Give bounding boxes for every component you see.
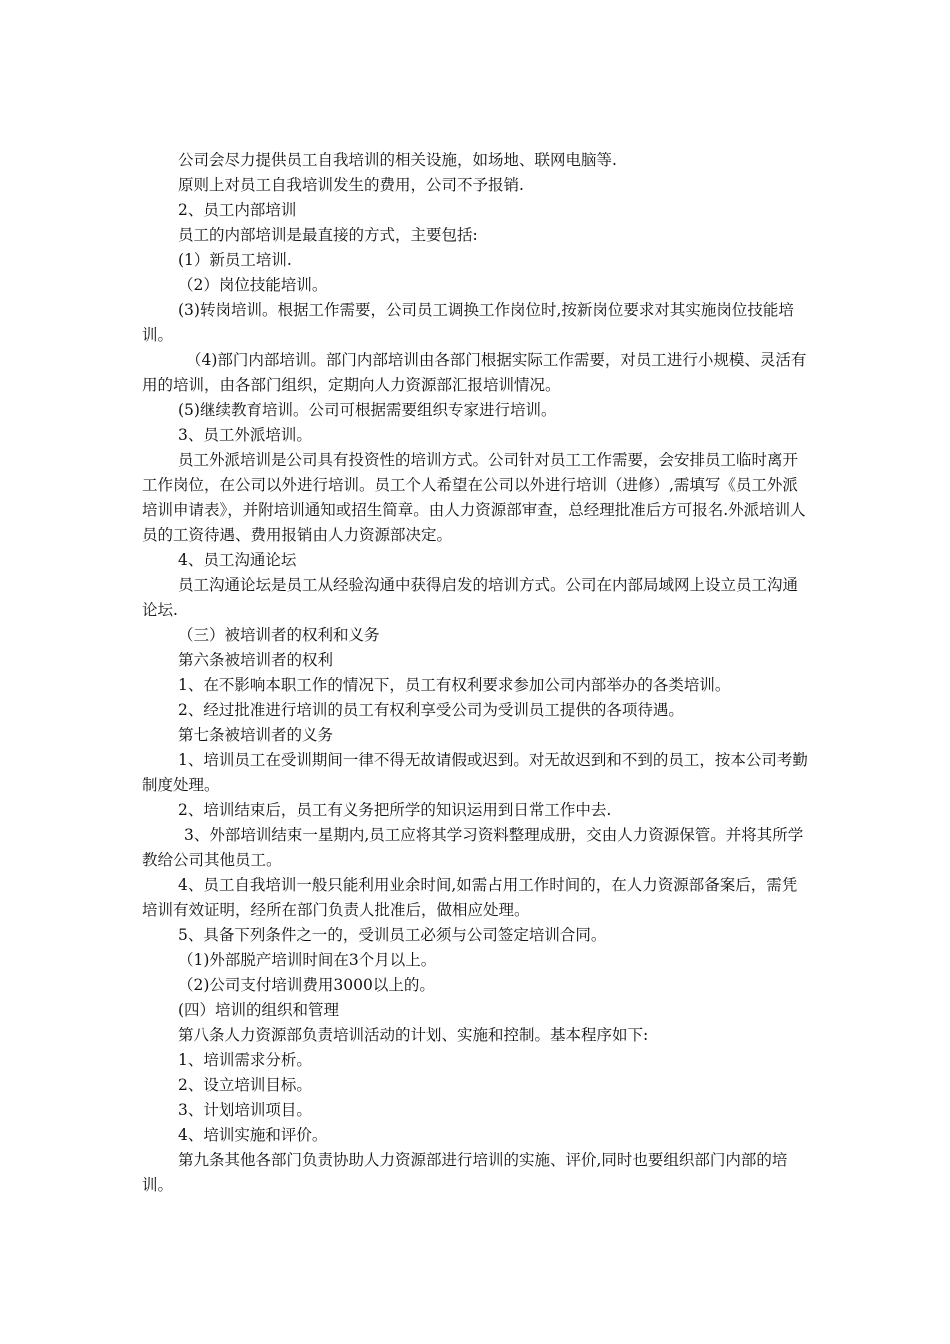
article-heading: 第七条被培训者的义务 [178,726,334,744]
list-item: 4、员工自我培训一般只能利用业余时间,如需占用工作时间的，在人力资源部备案后，需凭培训有效证明，经所在部门负责人批准后，做相应处理。 [142,876,798,919]
list-item: （4)部门内部培训。部门内部培训由各部门根据实际工作需要，对员工进行小规模、灵活有用的培训，由各部门组织，定期向人力资源部汇报培训情况。 [142,351,807,394]
list-item: 2、经过批准进行培训的员工有权利享受公司为受训员工提供的各项待遇。 [178,701,684,719]
list-item: 4、培训实施和评价。 [178,1126,328,1144]
section-heading: 3、员工外派培训。 [178,426,312,444]
document-body [142,148,810,1198]
paragraph: 公司会尽力提供员工自我培训的相关设施，如场地、联网电脑等. [178,151,617,169]
paragraph: 员工外派培训是公司具有投资性的培训方式。公司针对员工工作需要，会安排员工临时离开工作岗位，在公司以外进行培训。员工个人希望在公司以外进行培训（进修）,需填写《员工外派培训申请表》，并附培训通知或招生简章。由人力资源部审查，总经理批准后方可报名.外派培训人员的工资待遇、费用报销由人力资源部决定。 [142,451,806,544]
list-item: 1、在不影响本职工作的情况下，员工有权利要求参加公司内部举办的各类培训。 [178,676,731,694]
section-heading: 2、员工内部培训 [178,201,297,219]
article-heading: 第六条被培训者的权利 [178,651,334,669]
list-item: 3、计划培训项目。 [178,1101,312,1119]
list-item: （1)外部脱产培训时间在3个月以上。 [178,951,437,969]
paragraph: 原则上对员工自我培训发生的费用，公司不予报销. [178,176,524,194]
list-item: 3、外部培训结束一星期内,员工应将其学习资料整理成册，交由人力资源保管。并将其所学教给公司其他员工。 [142,826,804,869]
paragraph: 第九条其他各部门负责协助人力资源部进行培训的实施、评价,同时也要组织部门内部的培训。 [142,1151,788,1194]
section-heading: (四）培训的组织和管理 [178,1001,340,1019]
paragraph: 员工的内部培训是最直接的方式，主要包括: [178,226,478,244]
paragraph: 员工沟通论坛是员工从经验沟通中获得启发的培训方式。公司在内部局域网上设立员工沟通论坛. [142,576,799,619]
list-item: 5、具备下列条件之一的，受训员工必须与公司签定培训合同。 [178,926,607,944]
list-item: (5)继续教育培训。公司可根据需要组织专家进行培训。 [178,401,557,419]
list-item: （2）岗位技能培训。 [178,276,328,294]
list-item: 1、培训员工在受训期间一律不得无故请假或迟到。对无故迟到和不到的员工，按本公司考勤制度处理。 [142,751,808,794]
list-item: 2、设立培训目标。 [178,1076,312,1094]
article-heading: 第八条人力资源部负责培训活动的计划、实施和控制。基本程序如下: [178,1026,649,1044]
section-heading: （三）被培训者的权利和义务 [178,626,380,644]
section-heading: 4、员工沟通论坛 [178,551,297,569]
list-item: 1、培训需求分析。 [178,1051,312,1069]
list-item: (1）新员工培训. [178,251,292,269]
list-item: （2)公司支付培训费用3000以上的。 [178,976,435,994]
list-item: (3)转岗培训。根据工作需要，公司员工调换工作岗位时,按新岗位要求对其实施岗位技能培训。 [142,301,794,344]
list-item: 2、培训结束后，员工有义务把所学的知识运用到日常工作中去. [178,801,612,819]
